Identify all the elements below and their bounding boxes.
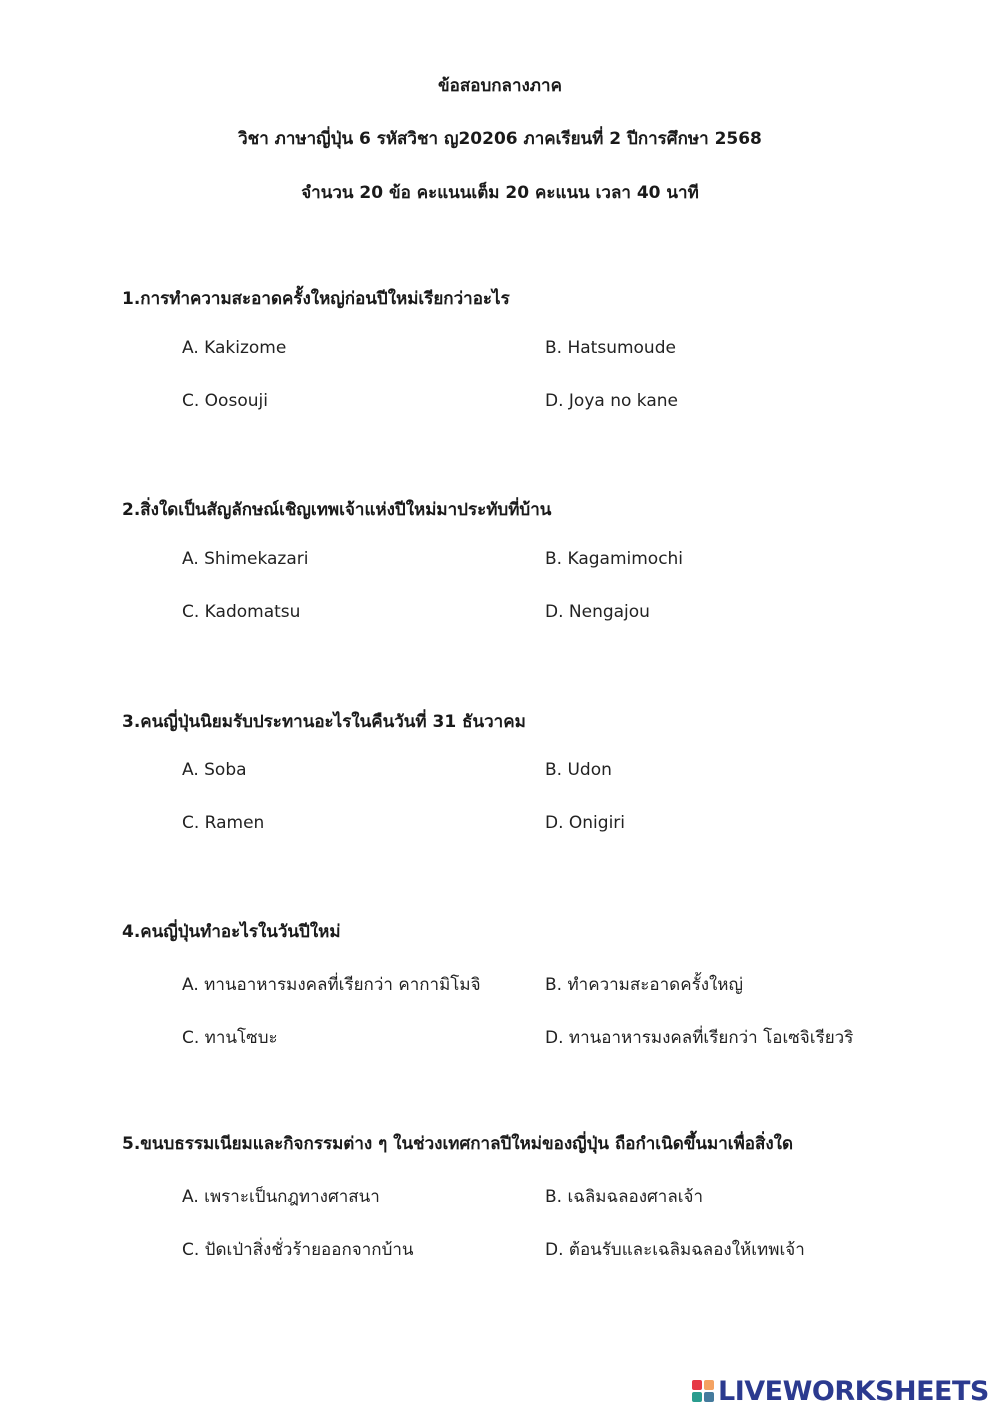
logo-square-1 bbox=[692, 1380, 702, 1390]
option-a[interactable]: A. ทานอาหารมงคลที่เรียกว่า คากามิโมจิ bbox=[182, 975, 481, 995]
option-b[interactable]: B. Udon bbox=[545, 760, 612, 780]
logo-square-3 bbox=[692, 1392, 702, 1402]
question-text: 5.ขนบธรรมเนียมและกิจกรรมต่าง ๆ ในช่วงเทศกาลปีใหม่ของญี่ปุ่น ถือกำเนิดขึ้นมาเพื่อสิ่งใด bbox=[122, 1134, 794, 1154]
question-text: 4.คนญี่ปุ่นทำอะไรในวันปีใหม่ bbox=[122, 922, 341, 942]
liveworksheets-icon bbox=[692, 1380, 714, 1402]
option-d[interactable]: D. Joya no kane bbox=[545, 391, 678, 411]
option-b[interactable]: B. ทำความสะอาดครั้งใหญ่ bbox=[545, 975, 743, 995]
option-d[interactable]: D. ต้อนรับและเฉลิมฉลองให้เทพเจ้า bbox=[545, 1240, 805, 1260]
option-c[interactable]: C. Kadomatsu bbox=[182, 602, 301, 622]
option-d[interactable]: D. ทานอาหารมงคลที่เรียกว่า โอเซจิเรียวริ bbox=[545, 1028, 854, 1048]
option-c[interactable]: C. ปัดเป่าสิ่งชั่วร้ายออกจากบ้าน bbox=[182, 1240, 414, 1260]
subject-line: วิชา ภาษาญี่ปุ่น 6 รหัสวิชา ญ20206 ภาคเรียนที่ 2 ปีการศึกษา 2568 bbox=[238, 129, 762, 149]
option-a[interactable]: A. Shimekazari bbox=[182, 549, 309, 569]
logo-square-2 bbox=[704, 1380, 714, 1390]
option-c[interactable]: C. ทานโซบะ bbox=[182, 1028, 278, 1048]
option-b[interactable]: B. Hatsumoude bbox=[545, 338, 676, 358]
option-d[interactable]: D. Nengajou bbox=[545, 602, 650, 622]
question-text: 3.คนญี่ปุ่นนิยมรับประทานอะไรในคืนวันที่ 31 ธันวาคม bbox=[122, 712, 526, 732]
question-text: 2.สิ่งใดเป็นสัญลักษณ์เชิญเทพเจ้าแห่งปีใหม่มาประทับที่บ้าน bbox=[122, 500, 552, 520]
liveworksheets-logo bbox=[692, 1374, 989, 1408]
option-c[interactable]: C. Oosouji bbox=[182, 391, 268, 411]
option-a[interactable]: A. Kakizome bbox=[182, 338, 287, 358]
option-a[interactable]: A. เพราะเป็นกฎทางศาสนา bbox=[182, 1187, 380, 1207]
question-text: 1.การทำความสะอาดครั้งใหญ่ก่อนปีใหม่เรียกว่าอะไร bbox=[122, 289, 510, 309]
option-a[interactable]: A. Soba bbox=[182, 760, 247, 780]
option-d[interactable]: D. Onigiri bbox=[545, 813, 626, 833]
option-c[interactable]: C. Ramen bbox=[182, 813, 265, 833]
option-b[interactable]: B. Kagamimochi bbox=[545, 549, 684, 569]
option-b[interactable]: B. เฉลิมฉลองศาลเจ้า bbox=[545, 1187, 704, 1207]
logo-square-4 bbox=[704, 1392, 714, 1402]
brand-name: LIVEWORKSHEETS bbox=[718, 1375, 989, 1407]
exam-info-line: จำนวน 20 ข้อ คะแนนเต็ม 20 คะแนน เวลา 40 นาที bbox=[301, 183, 699, 203]
exam-title: ข้อสอบกลางภาค bbox=[438, 76, 562, 96]
